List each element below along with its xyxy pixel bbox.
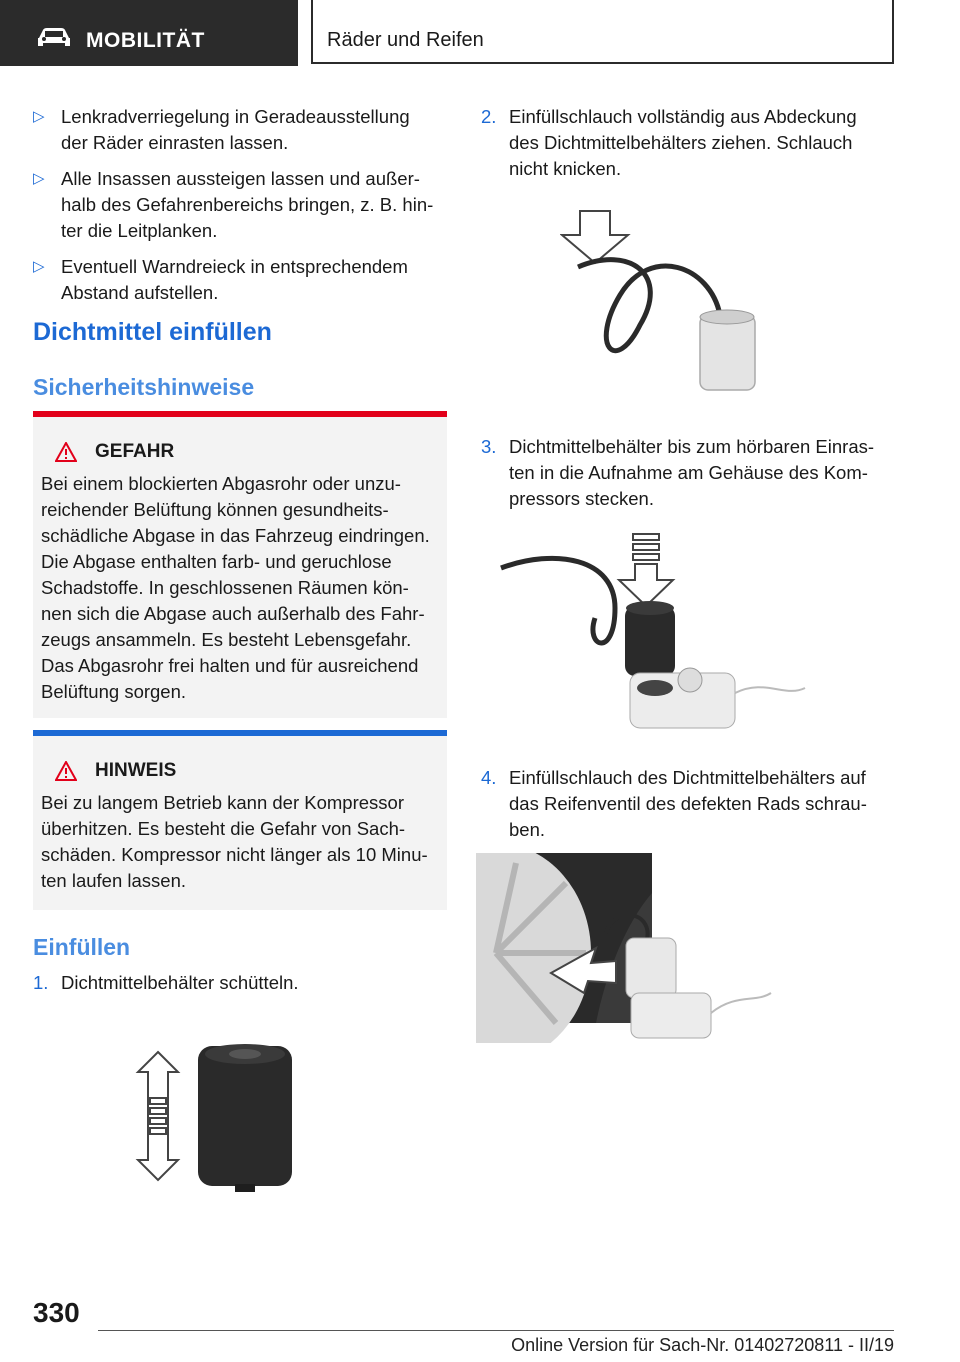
list-item: ▷ Alle Insassen aussteigen lassen und außer- halb des Gefahrenbereichs bringen, z. B. hin- ter die Leitplanken. (33, 168, 434, 241)
section-tab (0, 0, 298, 66)
footer-text: Online Version für Sach-Nr. 01402720811 - II/19 (511, 1335, 894, 1355)
step-number: 2. (481, 106, 497, 127)
list-item: ▷ Eventuell Warndreieck in entsprechendem Abstand aufstellen. (33, 256, 408, 303)
notice-bar (33, 730, 447, 736)
triangle-bullet-icon: ▷ (33, 170, 45, 187)
danger-text: Bei einem blockierten Abgasrohr oder unzu- reichender Belüftung können gesundheits- schädliche Abgase in das Fahrzeug eindringen. Die Abgase enthalten farb- und geruchlose Schadstoffe. In geschlossenen Räumen kön- nen sich die Abgase auch außerhalb des Fahr- zeugs ansammeln. Es besteht Lebensgefahr. Das Abgasrohr frei halten und für ausreichend Belüftung sorgen. (41, 473, 430, 702)
danger-bar (33, 411, 447, 417)
notice-text: Bei zu langem Betrieb kann der Kompressor überhitzen. Es besteht die Gefahr von Sach- schäden. Kompressor nicht länger als 10 Minu- ten laufen lassen. (41, 792, 428, 891)
danger-title: GEFAHR (95, 441, 175, 462)
step-2: 2. Einfüllschlauch vollständig aus Abdeckung des Dichtmittelbehälters ziehen. Schlauch nicht knicken. (481, 106, 857, 179)
section-heading: Dichtmittel einfüllen (33, 318, 272, 346)
subsection-heading: Sicherheitshinweise (33, 374, 255, 400)
subsection-heading-fill: Einfüllen (33, 934, 131, 960)
chapter-tab (311, 0, 894, 64)
triangle-bullet-icon: ▷ (33, 258, 45, 275)
page-number: 330 (33, 1297, 80, 1328)
compressor-insert-figure (495, 528, 810, 743)
car-icon (36, 26, 72, 48)
triangle-bullet-icon: ▷ (33, 108, 45, 125)
step-1: 1. Dichtmittelbehälter schütteln. (33, 970, 448, 996)
shake-container-figure (130, 1040, 310, 1200)
step-number: 3. (481, 436, 497, 457)
list-item: ▷ Lenkradverriegelung in Geradeausstellung der Räder einrasten lassen. (33, 106, 410, 153)
bullet-list (33, 104, 448, 316)
step-3: 3. Dichtmittelbehälter bis zum hörbaren Einras- ten in die Aufnahme am Gehäuse des Kom- pressors stecken. (481, 436, 875, 509)
step-number: 1. (33, 972, 49, 993)
section-label: MOBILITÄT (86, 29, 205, 52)
danger-box (33, 411, 447, 718)
hose-figure (560, 205, 780, 400)
tire-valve-figure (476, 853, 776, 1043)
chapter-label: Räder und Reifen (327, 29, 484, 51)
notice-box (33, 730, 447, 910)
step-number: 4. (481, 767, 497, 788)
step-4: 4. Einfüllschlauch des Dichtmittelbehälters auf das Reifenventil des defekten Rads schrau- ben. (481, 767, 867, 840)
warning-triangle-icon (55, 761, 77, 781)
warning-triangle-icon (55, 442, 77, 462)
footer-divider (98, 1330, 894, 1331)
notice-title: HINWEIS (95, 760, 177, 781)
